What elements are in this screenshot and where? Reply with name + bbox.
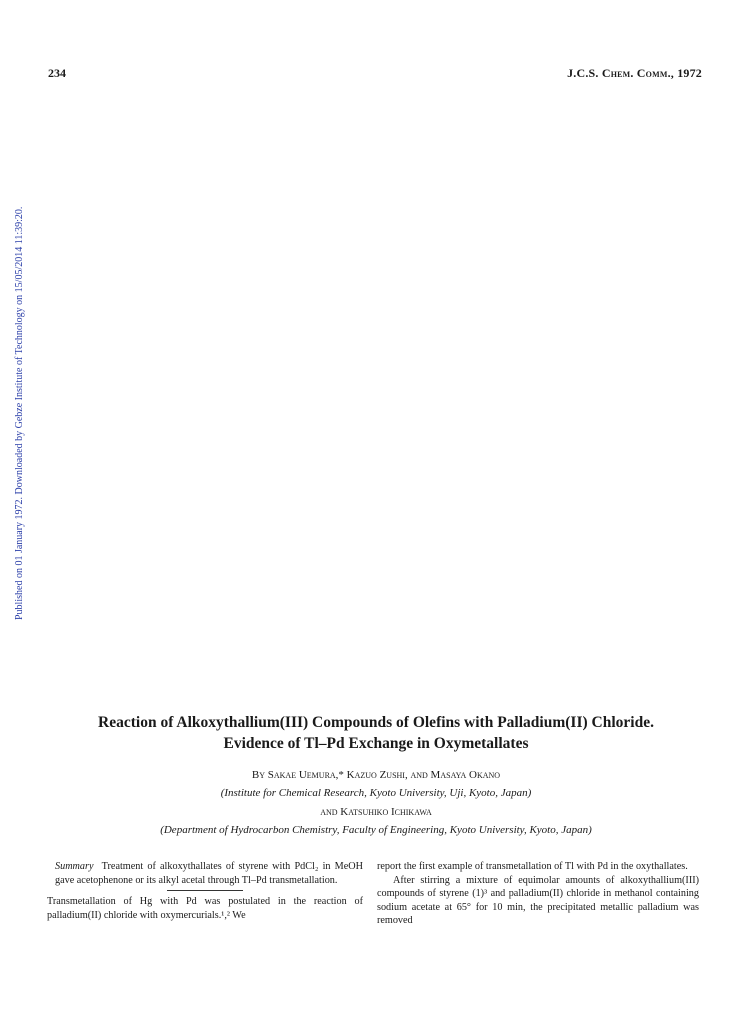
download-notice-text: Published on 01 January 1972. Downloaded by Gebze Institute of Technology on 15/05/2014 11:39:20. [14, 206, 25, 620]
intro-paragraph: Transmetallation of Hg with Pd was postulated in the reaction of palladium(II) chloride with oxymercurials.¹,² We [47, 896, 363, 921]
summary-text: Treatment of alkoxythallates of styrene with PdCl₂ in MeOH gave acetophenone or its alkyl acetal through Tl–Pd transmetallation. [55, 861, 363, 886]
left-column [47, 860, 363, 922]
title-line-2: Evidence of Tl–Pd Exchange in Oxymetallates [223, 735, 529, 752]
summary-paragraph [47, 860, 363, 887]
section-divider [167, 890, 243, 891]
right-column [377, 860, 699, 928]
affiliation-1: (Institute for Chemical Research, Kyoto University, Uji, Kyoto, Japan) [220, 787, 532, 799]
body-paragraph-2: After stirring a mixture of equimolar amounts of alkoxythallium(III) compounds of styrene (1)³ and palladium(II) chloride in methanol containing sodium acetate at 65° for 10 min, the precipitated metallic palladium was removed [377, 874, 699, 926]
author-line-1: By Sakae Uemura,* Kazuo Zushi, and Masaya Okano [251, 769, 501, 781]
summary-label: Summary [55, 861, 94, 872]
article-title [0, 712, 752, 754]
page-number: 234 [48, 66, 66, 80]
journal-citation: J.C.S. Chem. Comm., 1972 [567, 66, 702, 80]
author-line-2: and Katsuhiko Ichikawa [320, 806, 432, 818]
affiliation-2: (Department of Hydrocarbon Chemistry, Faculty of Engineering, Kyoto University, Kyoto, Japan) [160, 824, 592, 836]
title-line-1: Reaction of Alkoxythallium(III) Compounds of Olefins with Palladium(II) Chloride. [98, 714, 654, 731]
body-paragraph-1: report the first example of transmetallation of Tl with Pd in the oxythallates. [377, 861, 688, 872]
